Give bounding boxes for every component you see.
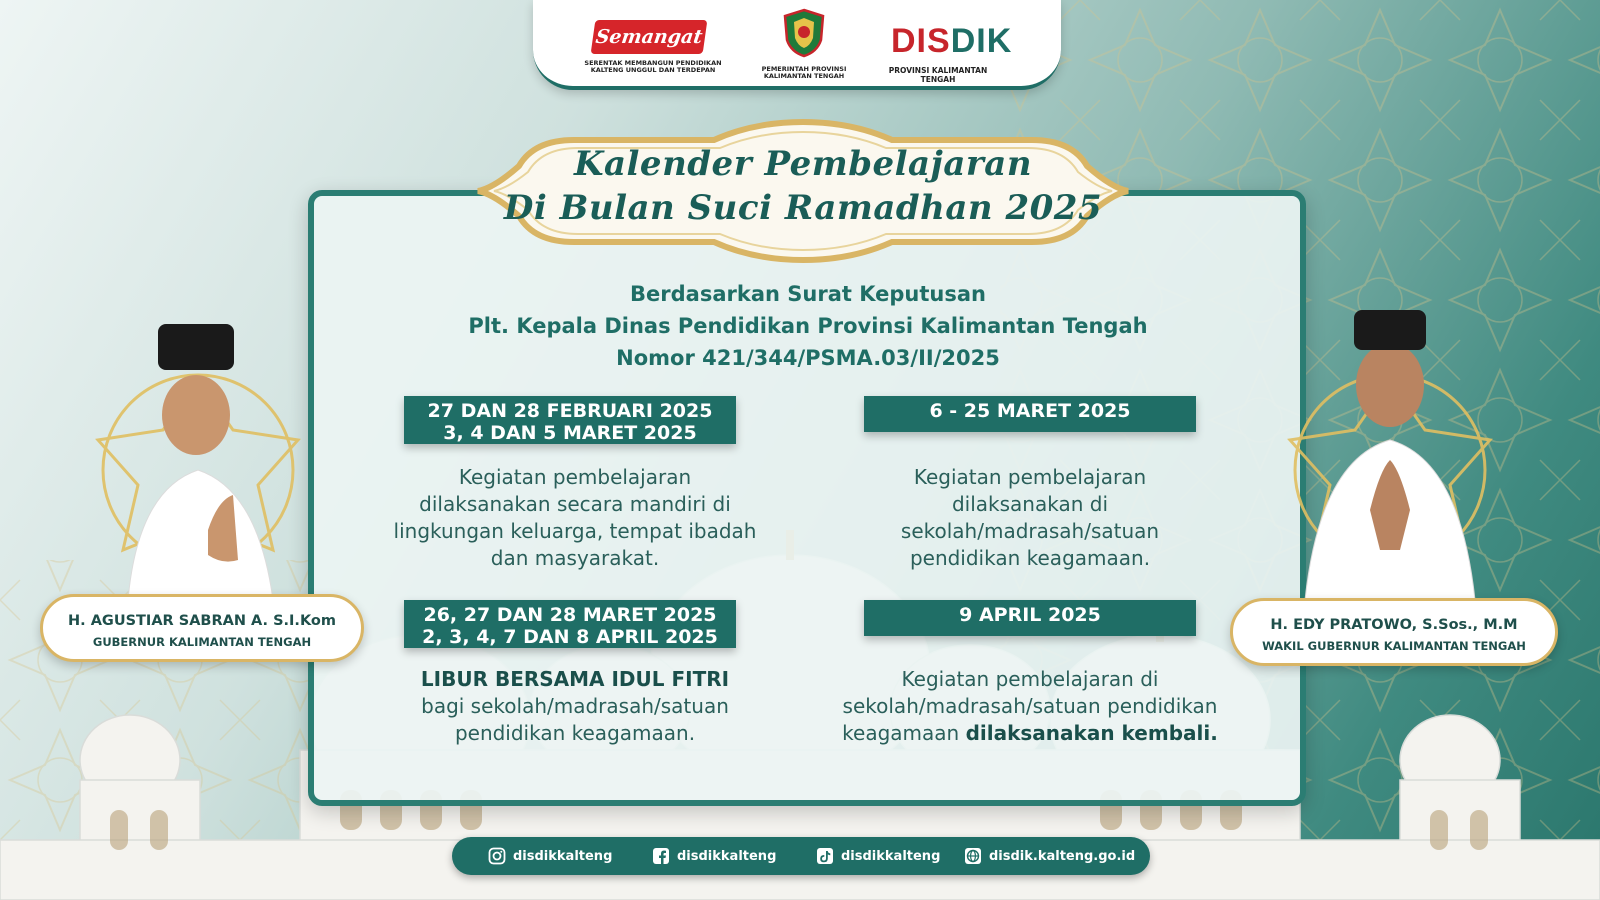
vice-governor-role: WAKIL GUBERNUR KALIMANTAN TENGAH <box>1262 639 1526 653</box>
semangat-tagline: SERENTAK MEMBANGUN PENDIDIKAN KALTENG UNGGUL DAN TERDEPAN <box>584 59 722 74</box>
tiktok-handle[interactable]: disdikkalteng <box>816 837 940 875</box>
schedule-desc-1: Kegiatan pembelajaran dilaksanakan secara mandiri di lingkungan keluarga, tempat ibadah dan masyarakat. <box>393 465 757 570</box>
decree-line-3: Nomor 421/344/PSMA.03/II/2025 <box>616 346 1000 370</box>
vice-governor-name: H. EDY PRATOWO, S.Sos., M.M <box>1270 617 1518 633</box>
title-line-2: Di Bulan Suci Ramadhan 2025 <box>503 188 1103 228</box>
schedule-desc-3: LIBUR BERSAMA IDUL FITRI bagi sekolah/madrasah/satuan pendidikan keagamaan. <box>420 667 730 745</box>
tiktok-icon <box>816 847 834 865</box>
social-media-bar <box>452 837 1150 875</box>
crest-caption: PEMERINTAH PROVINSI KALIMANTAN TENGAH <box>761 65 847 80</box>
disdik-logo: DISDIK <box>891 22 1013 60</box>
instagram-icon <box>488 847 506 865</box>
header-logo-plate <box>533 0 1061 90</box>
governor-photo <box>58 320 338 600</box>
vice-governor-name-plate <box>1230 598 1558 666</box>
instagram-handle[interactable]: disdikkalteng <box>488 837 612 875</box>
website-link[interactable]: disdik.kalteng.go.id <box>964 837 1135 875</box>
governor-name-plate <box>40 594 364 662</box>
governor-role: GUBERNUR KALIMANTAN TENGAH <box>92 635 312 649</box>
date-box-2: 6 - 25 MARET 2025 <box>864 396 1196 432</box>
schedule-desc-2: Kegiatan pembelajaran dilaksanakan di sekolah/madrasah/satuan pendidikan keagamaan. <box>900 465 1160 570</box>
provincial-crest-icon <box>783 8 825 58</box>
vice-governor-photo <box>1250 310 1530 600</box>
schedule-desc-4: Kegiatan pembelajaran di sekolah/madrasah/satuan pendidikan keagamaan dilaksanakan kembali. <box>842 667 1218 745</box>
date-box-4: 9 APRIL 2025 <box>864 600 1196 636</box>
facebook-icon <box>652 847 670 865</box>
semangat-logo: Semangat <box>591 20 708 54</box>
globe-icon <box>964 847 982 865</box>
date-box-1: 27 DAN 28 FEBRUARI 2025 3, 4 DAN 5 MARET 2025 <box>404 396 736 444</box>
title-banner <box>472 116 1134 266</box>
facebook-handle[interactable]: disdikkalteng <box>652 837 776 875</box>
disdik-caption: PROVINSI KALIMANTAN TENGAH <box>888 66 988 84</box>
decree-line-1: Berdasarkan Surat Keputusan <box>630 282 986 306</box>
title-line-1: Kalender Pembelajaran <box>573 144 1033 184</box>
date-box-3: 26, 27 DAN 28 MARET 2025 2, 3, 4, 7 DAN 8 APRIL 2025 <box>404 600 736 648</box>
decree-line-2: Plt. Kepala Dinas Pendidikan Provinsi Kalimantan Tengah <box>468 314 1148 338</box>
governor-name: H. AGUSTIAR SABRAN A. S.I.Kom <box>68 613 336 629</box>
